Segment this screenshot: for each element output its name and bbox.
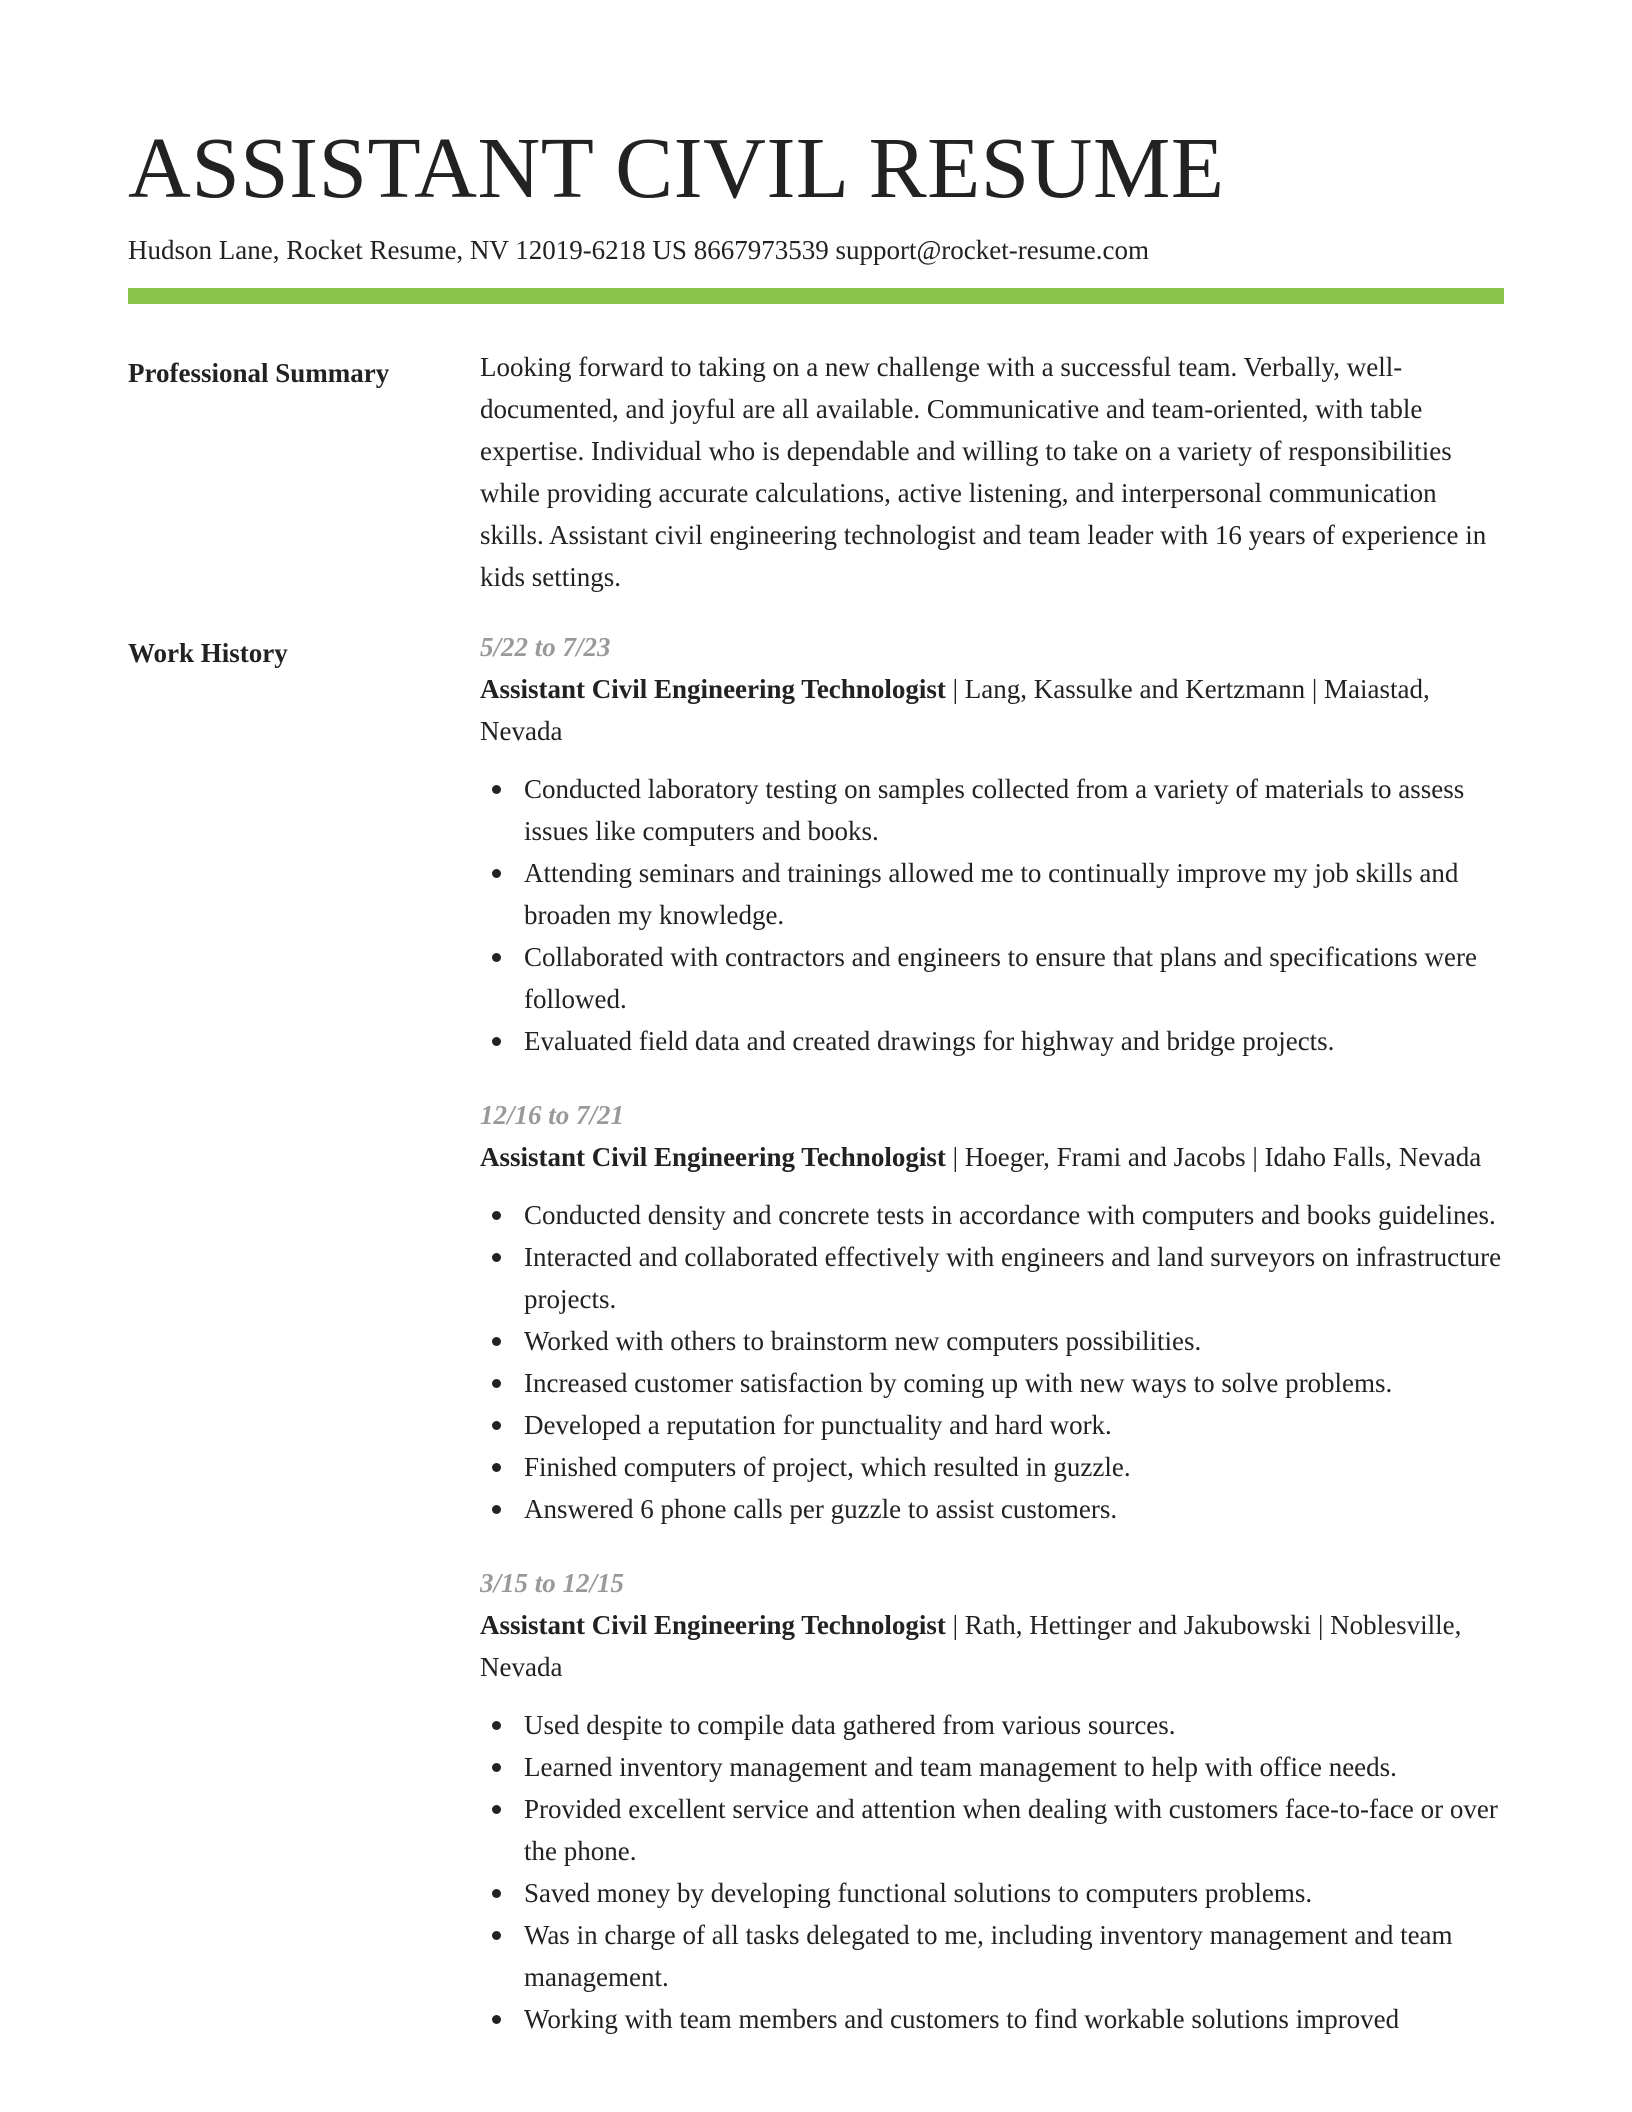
resume-page	[128, 0, 1504, 2080]
job-bullet-text: Evaluated field data and created drawings for highway and bridge projects.	[524, 1026, 1335, 1056]
job-bullet-text: Provided excellent service and attention when dealing with customers face-to-face or over the phone.	[524, 1794, 1498, 1866]
job-bullet-item	[480, 1020, 1504, 1062]
bullet-dot-icon	[492, 1463, 501, 1472]
bullet-dot-icon	[492, 1931, 501, 1940]
bullet-dot-icon	[492, 953, 501, 962]
job-bullet-item	[480, 1362, 1504, 1404]
job-bullets	[480, 1194, 1504, 1530]
work-history-section	[128, 634, 1504, 2080]
job-entry	[480, 1562, 1504, 2040]
job-bullet-text: Saved money by developing functional solutions to computers problems.	[524, 1878, 1313, 1908]
job-bullet-item	[480, 1746, 1504, 1788]
job-title: Assistant Civil Engineering Technologist	[480, 1142, 946, 1172]
job-bullet-item	[480, 1236, 1504, 1320]
job-entry	[480, 626, 1504, 1062]
job-details: | Hoeger, Frami and Jacobs | Idaho Falls, Nevada	[945, 1142, 1482, 1172]
job-details: | Rath, Hettinger and Jakubowski | Noblesville, Nevada	[480, 1610, 1462, 1682]
job-bullet-text: Learned inventory management and team management to help with office needs.	[524, 1752, 1397, 1782]
section-label-work-history: Work History	[128, 638, 288, 668]
resume-title: ASSISTANT CIVIL RESUME	[128, 119, 1225, 216]
job-bullet-item	[480, 768, 1504, 852]
job-bullet-text: Finished computers of project, which resulted in guzzle.	[524, 1452, 1131, 1482]
job-title: Assistant Civil Engineering Technologist	[480, 674, 946, 704]
job-bullet-text: Worked with others to brainstorm new computers possibilities.	[524, 1326, 1202, 1356]
job-bullet-text: Interacted and collaborated effectively with engineers and land surveyors on infrastructure projects.	[524, 1242, 1502, 1314]
job-header	[480, 1604, 1504, 1688]
job-dates: 12/16 to 7/21	[480, 1100, 625, 1130]
job-header	[480, 1136, 1504, 1178]
bullet-dot-icon	[492, 2015, 501, 2024]
job-bullet-text: Increased customer satisfaction by coming up with new ways to solve problems.	[524, 1368, 1393, 1398]
work-history-body	[480, 634, 1504, 2080]
bullet-dot-icon	[492, 1253, 501, 1262]
job-bullet-text: Developed a reputation for punctuality and hard work.	[524, 1410, 1112, 1440]
job-bullet-item	[480, 852, 1504, 936]
job-bullet-item	[480, 1998, 1504, 2040]
summary-text: Looking forward to taking on a new challenge with a successful team. Verbally, well-documented, and joyful are all available. Communicative and team-oriented, with table expertise. Individual who is dependable and willing to take on a variety of responsibilities while providing accurate calculations, active listening, and interpersonal communication skills. Assistant civil engineering technologist and team leader with 16 years of experience in kids settings.	[480, 352, 1487, 592]
job-bullet-text: Was in charge of all tasks delegated to me, including inventory management and team management.	[524, 1920, 1453, 1992]
job-bullet-item	[480, 1872, 1504, 1914]
job-bullet-text: Used despite to compile data gathered from various sources.	[524, 1710, 1176, 1740]
job-header	[480, 668, 1504, 752]
job-bullet-item	[480, 1488, 1504, 1530]
job-bullet-item	[480, 1320, 1504, 1362]
bullet-dot-icon	[492, 1037, 501, 1046]
bullet-dot-icon	[492, 1211, 501, 1220]
job-bullets	[480, 1704, 1504, 2040]
summary-section	[128, 354, 1504, 598]
job-bullet-item	[480, 1194, 1504, 1236]
bullet-dot-icon	[492, 1421, 501, 1430]
job-bullet-item	[480, 1446, 1504, 1488]
job-entry	[480, 1094, 1504, 1530]
bullet-dot-icon	[492, 1889, 501, 1898]
summary-body	[480, 354, 1504, 598]
bullet-dot-icon	[492, 1379, 501, 1388]
bullet-dot-icon	[492, 785, 501, 794]
contact-line: Hudson Lane, Rocket Resume, NV 12019-6218 US 8667973539 support@rocket-resume.com	[128, 235, 1149, 265]
header-divider	[128, 288, 1504, 304]
job-details: | Lang, Kassulke and Kertzmann | Maiastad, Nevada	[480, 674, 1430, 746]
job-bullet-text: Conducted density and concrete tests in accordance with computers and books guidelines.	[524, 1200, 1496, 1230]
bullet-dot-icon	[492, 1763, 501, 1772]
job-bullet-text: Answered 6 phone calls per guzzle to assist customers.	[524, 1494, 1118, 1524]
job-bullets	[480, 768, 1504, 1062]
job-bullet-item	[480, 1914, 1504, 1998]
bullet-dot-icon	[492, 1721, 501, 1730]
job-bullet-item	[480, 1788, 1504, 1872]
job-bullet-item	[480, 1404, 1504, 1446]
job-bullet-text: Working with team members and customers to find workable solutions improved	[524, 2004, 1400, 2034]
job-bullet-item	[480, 1704, 1504, 1746]
bullet-dot-icon	[492, 869, 501, 878]
bullet-dot-icon	[492, 1805, 501, 1814]
bullet-dot-icon	[492, 1337, 501, 1346]
bullet-dot-icon	[492, 1505, 501, 1514]
job-bullet-text: Conducted laboratory testing on samples collected from a variety of materials to assess issues like computers and books.	[524, 774, 1465, 846]
job-bullet-text: Collaborated with contractors and engineers to ensure that plans and specifications were followed.	[524, 942, 1477, 1014]
job-bullet-item	[480, 936, 1504, 1020]
job-bullet-text: Attending seminars and trainings allowed me to continually improve my job skills and broaden my knowledge.	[524, 858, 1459, 930]
section-label-summary: Professional Summary	[128, 358, 390, 388]
job-dates: 3/15 to 12/15	[480, 1568, 625, 1598]
job-dates: 5/22 to 7/23	[480, 632, 611, 662]
job-title: Assistant Civil Engineering Technologist	[480, 1610, 946, 1640]
